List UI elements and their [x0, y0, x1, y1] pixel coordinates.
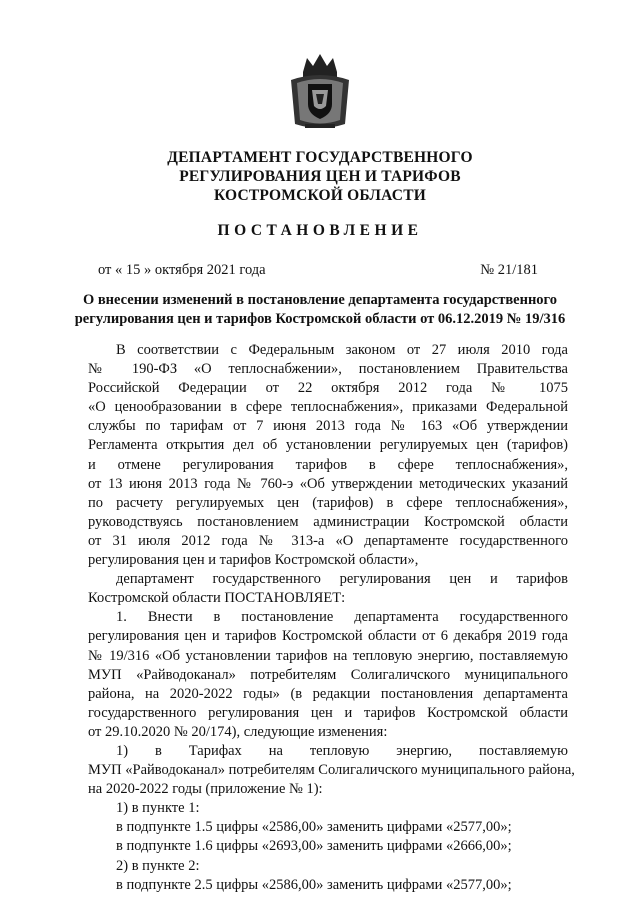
body-line: регулирования цен и тарифов Костромской области от 6 декабря 2019 года [88, 628, 568, 645]
subject-line-2: регулирования цен и тарифов Костромской области от 06.12.2019 № 19/316 [74, 311, 566, 327]
body-line: МУП «Райводоканал» потребителям Солигаличского муниципального [88, 666, 568, 683]
body-line: от 29.10.2020 № 20/174), следующие изменения: [88, 723, 388, 740]
body-line: по расчету регулируемых цен (тарифов) в сфере теплоснабжения», [88, 494, 568, 511]
body-line: № 190-ФЗ «О теплоснабжении», постановлением Правительства [88, 361, 568, 378]
body-line: 1) в Тарифах на тепловую энергию, поставляемую [116, 742, 568, 759]
body-line: «О ценообразовании в сфере теплоснабжения», приказами Федеральной [88, 399, 568, 416]
body-line: района, на 2020-2022 годы» (в редакции постановления департамента [88, 685, 568, 702]
org-name-line-1: ДЕПАРТАМЕНТ ГОСУДАРСТВЕННОГО [167, 149, 473, 166]
org-name-line-3: КОСТРОМСКОЙ ОБЛАСТИ [213, 187, 426, 204]
body-line: руководствуясь постановлением администрации Костромской области [88, 513, 568, 530]
coat-of-arms-icon [289, 50, 351, 130]
body-line: Регламента открытия дел об установлении регулируемых цен (тарифов) [88, 437, 568, 454]
body-line: службы по тарифам от 7 июня 2013 года № 163 «Об утверждении [88, 418, 568, 435]
body-line: в подпункте 2.5 цифры «2586,00» заменить цифрами «2577,00»; [116, 876, 512, 893]
body-line: в подпункте 1.5 цифры «2586,00» заменить цифрами «2577,00»; [116, 819, 512, 836]
body-line: департамент государственного регулирования цен и тарифов [116, 571, 568, 588]
body-line: регулирования цен и тарифов Костромской области», [88, 552, 419, 569]
body-line: на 2020-2022 годы (приложение № 1): [88, 781, 323, 798]
document-date: от « 15 » октября 2021 года [98, 262, 266, 278]
body-line: 2) в пункте 2: [116, 857, 200, 874]
document-type: ПОСТАНОВЛЕНИЕ [217, 222, 423, 239]
org-name-line-2: РЕГУЛИРОВАНИЯ ЦЕН И ТАРИФОВ [179, 168, 461, 185]
body-line: государственного регулирования цен и тарифов Костромской области [88, 704, 568, 721]
body-line: Костромской области ПОСТАНОВЛЯЕТ: [88, 590, 346, 607]
document-number: № 21/181 [480, 262, 538, 278]
body-line: и отмене регулирования тарифов в сфере теплоснабжения», [88, 456, 568, 473]
body-line: В соответствии с Федеральным законом от 27 июля 2010 года [116, 342, 568, 358]
body-line: № 19/316 «Об установлении тарифов на тепловую энергию, поставляемую [88, 647, 568, 664]
body-line: МУП «Райводоканал» потребителям Солигаличского муниципального района, [88, 762, 575, 779]
body-line: от 31 июля 2012 года № 313-а «О департаменте государственного [88, 532, 568, 549]
body-line: в подпункте 1.6 цифры «2693,00» заменить цифрами «2666,00»; [116, 838, 512, 855]
body-line: 1. Внести в постановление департамента государственного [116, 609, 568, 626]
body-line: от 13 июня 2013 года № 760-э «Об утверждении методических указаний [88, 475, 568, 492]
document-body [88, 341, 575, 895]
body-line: 1) в пункте 1: [116, 800, 200, 817]
subject-line-1: О внесении изменений в постановление департамента государственного [82, 292, 558, 308]
body-line: Российской Федерации от 22 октября 2012 года № 1075 [88, 380, 568, 397]
